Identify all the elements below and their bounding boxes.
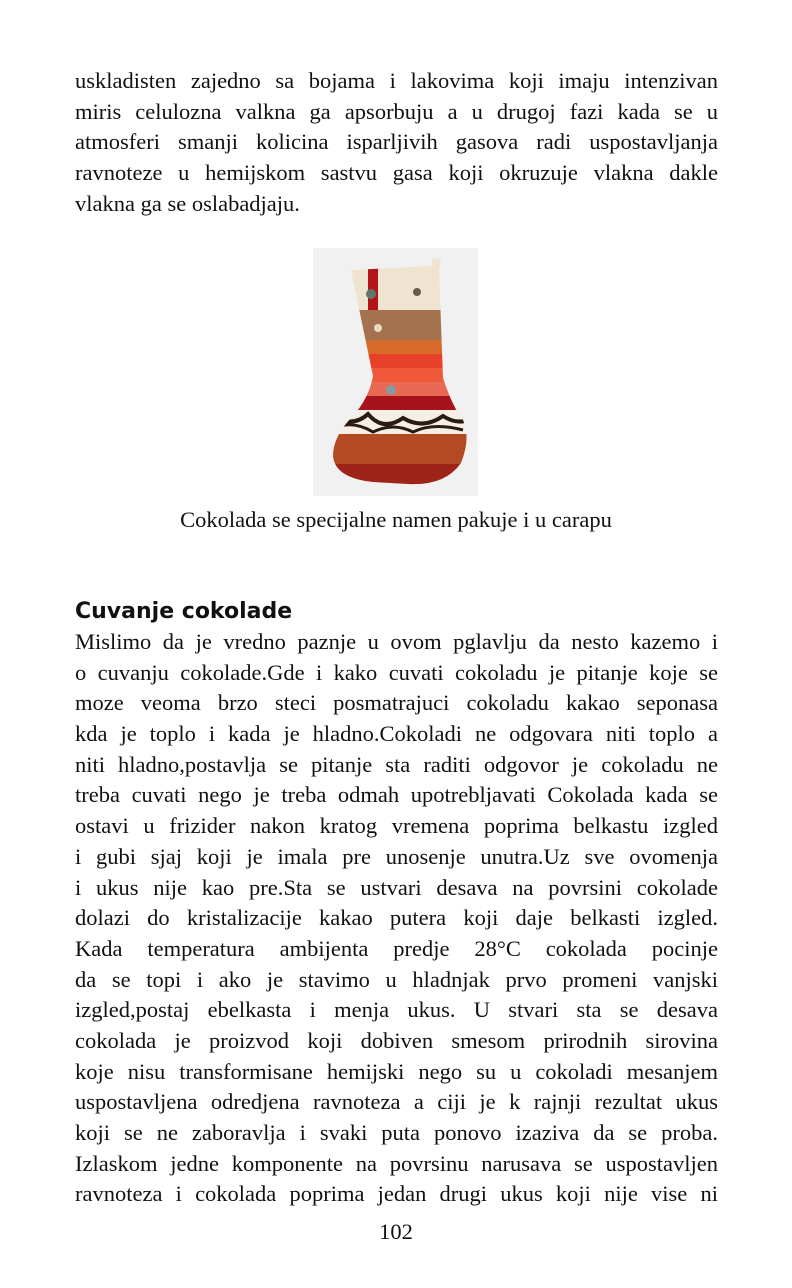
- text-line: o cuvanju cokolade.Gde i kako cuvati cokoladu je pitanje koje se: [75, 659, 718, 685]
- text-line: i ukus nije kao pre.Sta se ustvari desava na povrsini cokolade: [75, 874, 718, 900]
- text-line: uspostavljena odredjena ravnoteza a ciji je k rajnji rezultat ukus: [75, 1089, 718, 1115]
- page-number: 102: [379, 1219, 413, 1244]
- text-line: ostavi u frizider nakon kratog vremena poprima belkastu izgled: [75, 813, 718, 839]
- text-line: miris celulozna valkna ga apsorbuju a u drugoj fazi kada se u: [75, 98, 718, 124]
- text-line: moze veoma brzo steci posmatrajuci cokoladu kakao seponasa: [75, 690, 718, 716]
- paragraph-continued: [75, 66, 718, 219]
- text-line: vlakna ga se oslabadjaju.: [75, 190, 300, 216]
- text-line: da se topi i ako je stavimo u hladnjak prvo promeni vanjski: [75, 966, 718, 992]
- text-line: Mislimo da je vredno paznje u ovom pglavlju da nesto kazemo i: [75, 629, 718, 654]
- christmas-stocking-image: [313, 248, 478, 496]
- paragraph-body: [75, 627, 718, 1210]
- text-line: ravnoteza i cokolada poprima jedan drugi ukus koji nije vise ni: [75, 1181, 718, 1207]
- text-line: kda je toplo i kada je hladno.Cokoladi ne odgovara niti toplo a: [75, 721, 718, 747]
- stocking-illustration: [313, 248, 478, 496]
- text-line: atmosferi smanji kolicina isparljivih gasova radi uspostavljanja: [75, 129, 718, 155]
- text-line: i gubi sjaj koji je imala pre unosenje unutra.Uz sve ovomenja: [75, 843, 718, 869]
- figure-caption: Cokolada se specijalne namen pakuje i u carapu: [180, 507, 612, 532]
- section-heading: Cuvanje cokolade: [75, 599, 293, 624]
- text-line: koji se ne zaboravlja i svaki puta ponovo izaziva da se proba.: [75, 1120, 718, 1145]
- text-line: Izlaskom jedne komponente na povrsinu narusava se uspostavljen: [75, 1150, 718, 1176]
- text-line: dolazi do kristalizacije kakao putera koji daje belkasti izgled.: [75, 905, 718, 931]
- text-line: uskladisten zajedno sa bojama i lakovima koji imaju intenzivan: [75, 68, 718, 93]
- text-line: Kada temperatura ambijenta predje 28°C cokolada pocinje: [75, 935, 718, 961]
- text-line: izgled,postaj ebelkasta i menja ukus. U stvari sta se desava: [75, 997, 718, 1023]
- text-line: koje nisu transformisane hemijski nego su u cokoladi mesanjem: [75, 1058, 718, 1084]
- text-line: treba cuvati nego je treba odmah upotrebljavati Cokolada kada se: [75, 782, 718, 808]
- text-line: cokolada je proizvod koji dobiven smesom prirodnih sirovina: [75, 1027, 718, 1053]
- text-line: niti hladno,postavlja se pitanje sta raditi odgovor je cokoladu ne: [75, 751, 718, 777]
- text-line: ravnoteze u hemijskom sastvu gasa koji okruzuje vlakna dakle: [75, 160, 718, 186]
